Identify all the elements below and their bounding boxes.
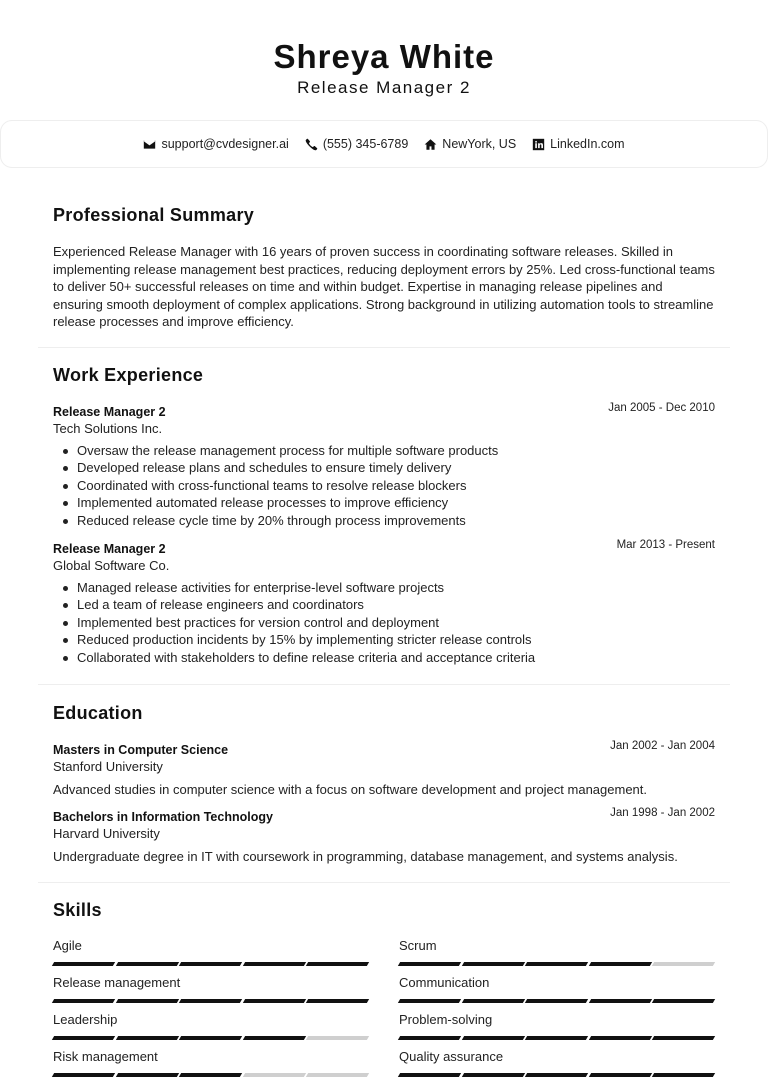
- skill-level-bar: [53, 962, 369, 966]
- skill-level-bar: [53, 1073, 369, 1077]
- skill-level-segment-filled: [525, 1073, 588, 1077]
- job-bullet: Managed release activities for enterprise-level software projects: [53, 579, 715, 596]
- skill-item: [53, 938, 369, 966]
- candidate-role: Release Manager 2: [297, 78, 471, 97]
- skill-level-segment-filled: [52, 962, 115, 966]
- job-bullets: [53, 442, 715, 529]
- skill-level-segment-filled: [461, 1073, 524, 1077]
- job-bullet: Implemented automated release processes to improve efficiency: [53, 494, 715, 511]
- contact-phone-text: (555) 345-6789: [322, 137, 409, 151]
- education-degree: Masters in Computer Science: [53, 743, 229, 757]
- skill-level-segment-filled: [115, 1036, 178, 1040]
- skill-level-segment-filled: [52, 1036, 115, 1040]
- skill-item: [399, 938, 715, 966]
- job-bullet: Collaborated with stakeholders to define release criteria and acceptance criteria: [53, 649, 715, 666]
- skill-level-segment-filled: [652, 1036, 715, 1040]
- skill-level-bar: [53, 1036, 369, 1040]
- contact-phone[interactable]: [305, 137, 408, 151]
- job-bullet: Led a team of release engineers and coordinators: [53, 596, 715, 613]
- skill-item: [53, 975, 369, 1003]
- envelope-icon: [143, 138, 156, 151]
- skill-level-segment-filled: [398, 962, 461, 966]
- candidate-name: Shreya White: [273, 38, 495, 75]
- resume-header: [0, 0, 768, 98]
- skill-level-segment-filled: [115, 999, 178, 1003]
- skill-name: Communication: [399, 975, 490, 990]
- job-bullet: Developed release plans and schedules to ensure timely delivery: [53, 459, 715, 476]
- education-description: Advanced studies in computer science with a focus on software development and project management.: [53, 782, 648, 797]
- skill-level-segment-filled: [179, 999, 242, 1003]
- summary-section: [53, 205, 715, 331]
- skill-level-segment-filled: [52, 999, 115, 1003]
- skill-level-segment-filled: [179, 1036, 242, 1040]
- skill-level-segment-filled: [52, 1073, 115, 1077]
- skill-level-segment-empty: [306, 1073, 369, 1077]
- contact-location-text: NewYork, US: [442, 137, 517, 151]
- experience-section: [53, 365, 715, 666]
- skill-level-bar: [399, 1036, 715, 1040]
- skill-level-segment-filled: [589, 999, 652, 1003]
- job-company: Global Software Co.: [53, 558, 170, 574]
- skill-level-segment-filled: [306, 999, 369, 1003]
- education-entry: [53, 809, 715, 865]
- education-description: Undergraduate degree in IT with coursework in programming, database management, and systems analysis.: [53, 849, 678, 864]
- skill-level-segment-empty: [306, 1036, 369, 1040]
- linkedin-icon: [532, 138, 545, 151]
- skill-level-segment-filled: [398, 999, 461, 1003]
- skill-item: [53, 1012, 369, 1040]
- skill-level-segment-filled: [461, 962, 524, 966]
- skill-name: Agile: [53, 938, 82, 953]
- skill-level-segment-filled: [179, 1073, 242, 1077]
- skill-level-bar: [399, 1073, 715, 1077]
- skill-level-segment-filled: [243, 1036, 306, 1040]
- job-entry: [53, 541, 715, 666]
- home-icon: [424, 138, 437, 151]
- section-divider: [38, 684, 730, 685]
- skill-item: [399, 975, 715, 1003]
- skill-name: Risk management: [53, 1049, 158, 1064]
- education-school: Stanford University: [53, 759, 163, 774]
- skill-level-segment-filled: [461, 1036, 524, 1040]
- skill-level-segment-filled: [306, 962, 369, 966]
- skill-level-segment-filled: [525, 962, 588, 966]
- skill-item: [53, 1049, 369, 1077]
- skill-level-segment-filled: [115, 1073, 178, 1077]
- skill-level-segment-filled: [589, 962, 652, 966]
- job-role: Release Manager 2: [53, 542, 166, 557]
- skill-level-segment-filled: [243, 962, 306, 966]
- education-dates: Jan 2002 - Jan 2004: [610, 740, 715, 752]
- skill-level-segment-filled: [589, 1036, 652, 1040]
- skill-level-segment-filled: [461, 999, 524, 1003]
- skill-level-segment-filled: [115, 962, 178, 966]
- education-degree: Bachelors in Information Technology: [53, 810, 273, 824]
- experience-title: Work Experience: [53, 365, 204, 385]
- skill-level-segment-filled: [652, 999, 715, 1003]
- skill-level-bar: [53, 999, 369, 1003]
- skills-section: [53, 900, 715, 1064]
- skill-name: Release management: [53, 975, 181, 990]
- education-dates: Jan 1998 - Jan 2002: [610, 807, 715, 819]
- skill-level-segment-filled: [589, 1073, 652, 1077]
- skill-level-segment-empty: [652, 962, 715, 966]
- contact-bar: [0, 120, 768, 168]
- education-section: [53, 703, 715, 865]
- skill-level-segment-filled: [398, 1073, 461, 1077]
- contact-email[interactable]: [143, 137, 288, 151]
- skill-level-bar: [399, 999, 715, 1003]
- section-divider: [38, 347, 730, 348]
- job-company: Tech Solutions Inc.: [53, 421, 163, 436]
- education-school: Harvard University: [53, 826, 160, 841]
- skill-item: [399, 1012, 715, 1040]
- skill-name: Leadership: [53, 1012, 118, 1027]
- education-entry: [53, 742, 715, 798]
- skills-title: Skills: [53, 900, 102, 920]
- contact-email-text: support@cvdesigner.ai: [161, 137, 289, 151]
- skill-level-segment-filled: [243, 999, 306, 1003]
- skill-level-bar: [399, 962, 715, 966]
- contact-location: [424, 137, 516, 151]
- job-bullet: Implemented best practices for version control and deployment: [53, 614, 715, 631]
- job-dates: Jan 2005 - Dec 2010: [608, 402, 715, 414]
- skill-level-segment-filled: [525, 999, 588, 1003]
- job-dates: Mar 2013 - Present: [616, 539, 715, 552]
- skill-item: [399, 1049, 715, 1077]
- skill-level-segment-filled: [652, 1073, 715, 1077]
- summary-text: Experienced Release Manager with 16 years of proven success in coordinating software releases. Skilled in implementing release management best practices, reducing deployment errors by 25%. Led cross-functional teams to deliver 50+ successful releases on time and within budget. Expertise in managing release pipelines and ensuring smooth deployment of complex applications. Strong background in utilizing automation tools to streamline release processes and improve efficiency.: [53, 244, 715, 329]
- job-bullet: Reduced release cycle time by 20% through process improvements: [53, 512, 715, 529]
- skill-level-segment-filled: [398, 1036, 461, 1040]
- job-bullet: Oversaw the release management process for multiple software products: [53, 442, 715, 459]
- section-divider: [38, 882, 730, 883]
- skill-level-segment-filled: [525, 1036, 588, 1040]
- job-bullets: [53, 579, 715, 666]
- contact-linkedin-text: LinkedIn.com: [550, 137, 625, 151]
- job-entry: [53, 404, 715, 529]
- education-title: Education: [53, 703, 143, 723]
- phone-icon: [305, 138, 318, 151]
- summary-title: Professional Summary: [53, 205, 255, 225]
- job-role: Release Manager 2: [53, 405, 166, 419]
- skill-level-segment-empty: [243, 1073, 306, 1077]
- contact-linkedin[interactable]: [532, 137, 624, 151]
- job-bullet: Reduced production incidents by 15% by implementing stricter release controls: [53, 631, 715, 648]
- skill-name: Scrum: [399, 938, 437, 953]
- skill-name: Quality assurance: [399, 1049, 504, 1064]
- skill-level-segment-filled: [179, 962, 242, 966]
- skill-name: Problem-solving: [399, 1012, 493, 1027]
- job-bullet: Coordinated with cross-functional teams to resolve release blockers: [53, 477, 715, 494]
